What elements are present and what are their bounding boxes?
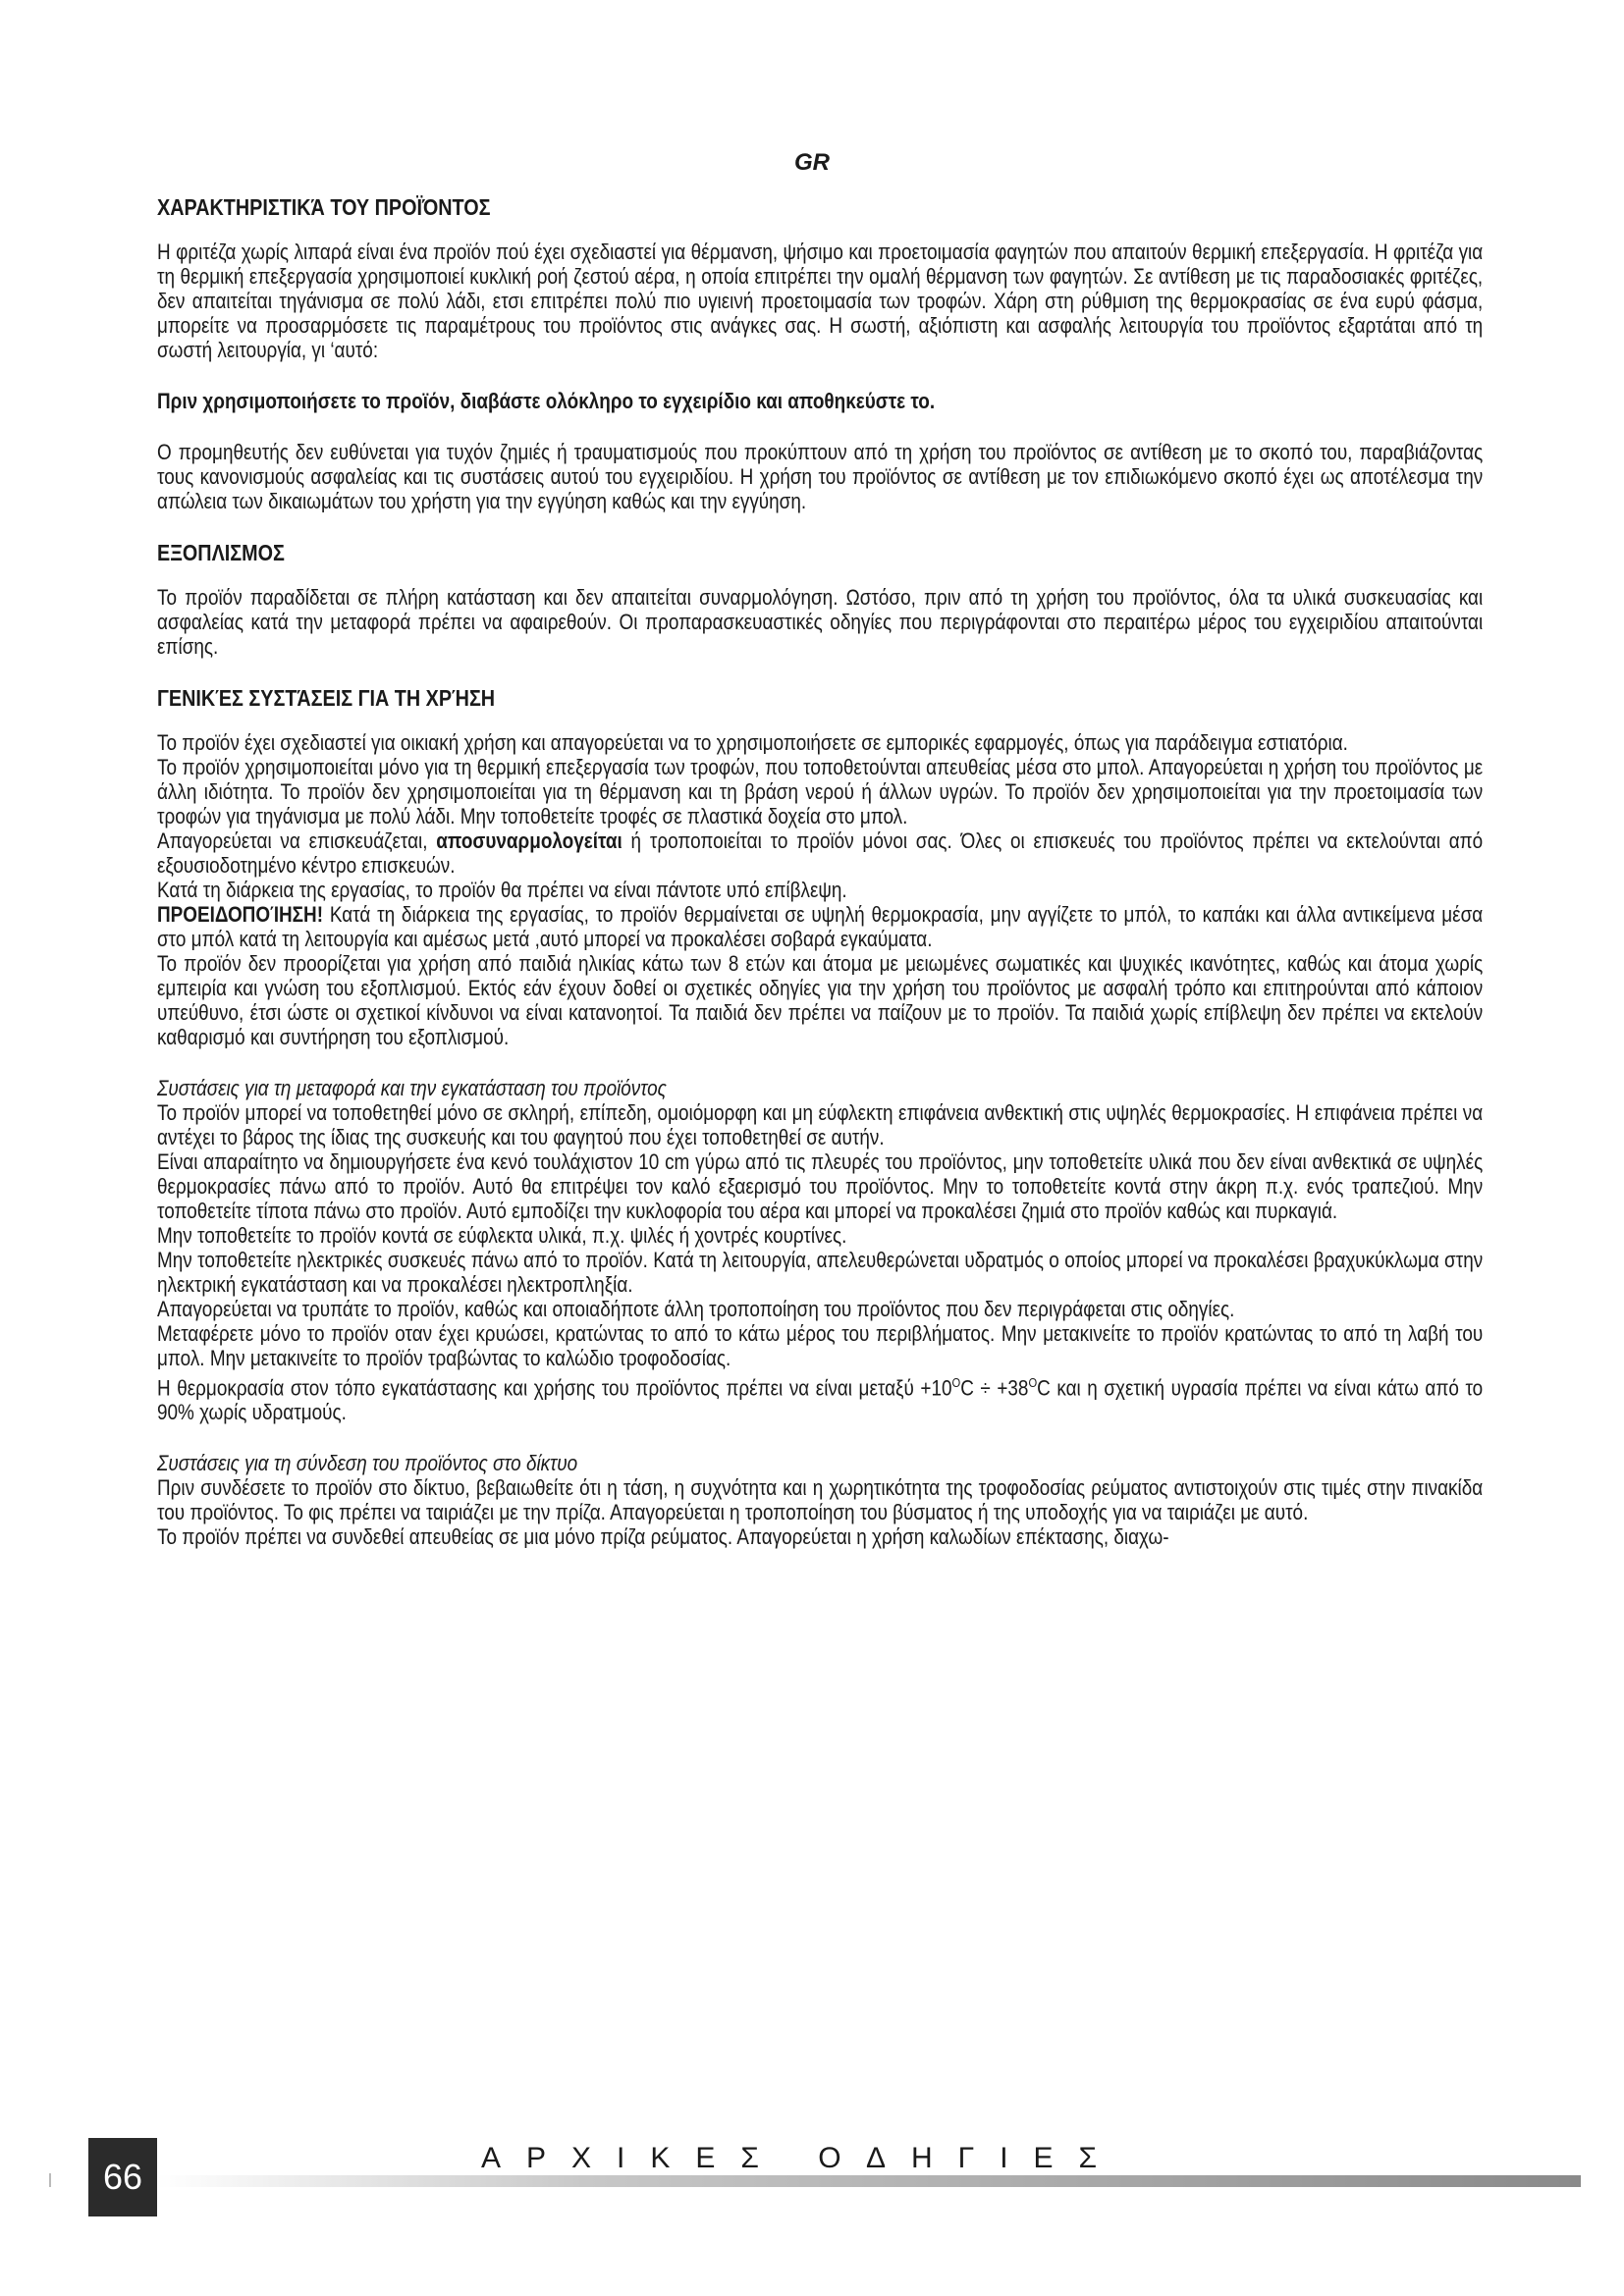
paragraph <box>157 828 1483 878</box>
subsection-title-transport: Συστάσεις για τη μεταφορά και την εγκατάσταση του προϊόντος <box>157 1076 667 1100</box>
text-span: C και η σχετική υγρασία πρέπει να είναι κάτω από το 90% χωρίς υδρατμούς. <box>157 1375 1484 1425</box>
text-span: C ÷ +38 <box>960 1375 1029 1401</box>
footer-rule <box>157 2175 1581 2187</box>
document-body <box>157 194 1483 1549</box>
text-span: ή τροποποιείται το προϊόν μόνοι σας. Όλες οι επισκευές του προϊόντος πρέπει να εκτελούνται από εξουσιοδοτημένο κέντρο επισκευών. <box>157 828 1484 878</box>
superscript: O <box>1028 1375 1038 1390</box>
paragraph: Το προϊόν χρησιμοποιείται μόνο για τη θερμική επεξεργασία των τροφών, που τοποθετούνται απευθείας μέσα στο μπολ. Απαγορεύεται η χρήση του προϊόντος με άλλη ιδιότητα. Το προϊόν δεν χρησιμοποιείται για τη θέρμανση και τη βράση νερού ή άλλων υγρών. Το προϊόν δεν χρησιμοποιείται για την προετοιμασία των τροφών για τηγάνισμα με πολύ λάδι. Μην τοποθετείτε τροφές σε πλαστικά δοχεία στο μπολ. <box>157 755 1484 828</box>
paragraph: Μην τοποθετείτε το προϊόν κοντά σε εύφλεκτα υλικά, π.χ. ψιλές ή χοντρές κουρτίνες. <box>157 1223 847 1248</box>
paragraph: Το προϊόν μπορεί να τοποθετηθεί μόνο σε σκληρή, επίπεδη, ομοιόμορφη και μη εύφλεκτη επιφάνεια ανθεκτική στις υψηλές θερμοκρασίες. Η επιφάνεια πρέπει να αντέχει το βάρος της ίδιας της συσκευής και του φαγητού που έχει τοποθετηθεί σε αυτήν. <box>157 1100 1484 1149</box>
bold-span: αποσυναρμολογείται <box>436 828 623 853</box>
paragraph: Η φριτέζα χωρίς λιπαρά είναι ένα προϊόν πού έχει σχεδιαστεί για θέρμανση, ψήσιμο και προετοιμασία φαγητών που απαιτούν θερμική επεξεργασία. Η φριτέζα για τη θερμική επεξεργασία χρησιμοποιεί κυκλική ροή ζεστού αέρα, η οποία επιτρέπει την ομαλή θέρμανση των φαγητών. Σε αντίθεση με τις παραδοσιακές φριτέζες, δεν απαιτείται τηγάνισμα σε πολύ λάδι, ετσι επιτρέπει πολύ πιο υγιεινή προετοιμασία των τροφών. Χάρη στη ρύθμιση της θερμοκρασίας σε ένα ευρύ φάσμα, μπορείτε να προσαρμόσετε τις παραμέτρους του προϊόντος στις ανάγκες σας. Η σωστή, αξιόπιστη και ασφαλής λειτουργία του προϊόντος εξαρτάται από τη σωστή λειτουργία, γι ‘αυτό: <box>157 240 1484 362</box>
paragraph: Μεταφέρετε μόνο το προϊόν οταν έχει κρυώσει, κρατώντας το από το κάτω μέρος του περιβλήματος. Μην μετακινείτε το προϊόν κρατώντας το από τη λαβή του μπολ. Μην μετακινείτε το προϊόν τραβώντας το καλώδιο τροφοδοσίας. <box>157 1321 1484 1370</box>
text-span: Κατά τη διάρκεια της εργασίας, το προϊόν θερμαίνεται σε υψηλή θερμοκρασία, μην αγγίζετε το μπόλ, το καπάκι και άλλα αντικείμενα μέσα στο μπόλ κατά τη λειτουργία και αμέσως μετά ,αυτό μπορεί να προκαλέσει σοβαρά εγκαύματα. <box>157 902 1484 951</box>
paragraph: Πριν συνδέσετε το προϊόν στο δίκτυο, βεβαιωθείτε ότι η τάση, η συχνότητα και η χωρητικότητα της τροφοδοσίας ρεύματος αντιστοιχούν στις τιμές στην πινακίδα του προϊόντος. Το φις πρέπει να ταιριάζει με την πρίζα. Απαγορεύεται η τροποποίηση του βύσματος ή της υποδοχής για να ταιριάζει με αυτό. <box>157 1475 1484 1525</box>
margin-mark <box>49 2173 51 2187</box>
warning-paragraph: Πριν χρησιμοποιήσετε το προϊόν, διαβάστε ολόκληρο το εγχειρίδιο και αποθηκεύστε το. <box>157 389 936 413</box>
section-title-equipment: ΕΞΟΠΛΙΣΜΟΣ <box>157 540 285 565</box>
footer-title: ΑΡΧΙΚΕΣ ΟΔΗΓΙΕΣ <box>481 2142 1123 2174</box>
paragraph: Το προϊόν δεν προορίζεται για χρήση από παιδιά ηλικίας κάτω των 8 ετών και άτομα με μειωμένες σωματικές και ψυχικές ικανότητες, καθώς και άτομα χωρίς εμπειρία και γνώση του εξοπλισμού. Εκτός εάν έχουν δοθεί οι σχετικές οδηγίες για την χρήση του προϊόντος με ασφαλή τρόπο και επιτηρούνται από κάποιον υπεύθυνο, έτσι ώστε οι σχετικοί κίνδυνοι να είναι κατανοητοί. Τα παιδιά δεν πρέπει να παίζουν με το προϊόν. Τα παιδιά χωρίς επίβλεψη δεν πρέπει να εκτελούν καθαρισμό και συντήρηση του εξοπλισμού. <box>157 951 1484 1049</box>
text-span: Απαγορεύεται να επισκευάζεται, <box>157 828 437 853</box>
warning-label: ΠΡΟΕΙΔΟΠΟΊΗΣΗ! <box>157 902 324 927</box>
paragraph: Το προϊόν πρέπει να συνδεθεί απευθείας σε μια μόνο πρίζα ρεύματος. Απαγορεύεται η χρήση καλωδίων επέκτασης, διαχω- <box>157 1524 1169 1550</box>
paragraph: Μην τοποθετείτε ηλεκτρικές συσκευές πάνω από το προϊόν. Κατά τη λειτουργία, απελευθερώνεται υδρατμός ο οποίος μπορεί να προκαλέσει βραχυκύκλωμα στην ηλεκτρική εγκατάσταση και να προκαλέσει ηλεκτροπληξία. <box>157 1248 1484 1297</box>
paragraph: Ο προμηθευτής δεν ευθύνεται για τυχόν ζημιές ή τραυματισμούς που προκύπτουν από τη χρήση του προϊόντος σε αντίθεση με το σκοπό του, παραβιάζοντας τους κανονισμούς ασφαλείας και τις συστάσεις αυτού του εγχειριδίου. Η χρήση του προϊόντος σε αντίθεση με τον επιδιωκόμενο σκοπό έχει ως αποτέλεσμα την απώλεια των δικαιωμάτων του χρήστη για την εγγύηση καθώς και την εγγύηση. <box>157 440 1484 513</box>
section-title-general-recommendations: ΓΕΝΙΚΈΣ ΣΥΣΤΆΣΕΙΣ ΓΙΑ ΤΗ ΧΡΉΣΗ <box>157 685 496 711</box>
paragraph <box>157 1370 1483 1424</box>
section-title-product-features: ΧΑΡΑΚΤΗΡΙΣΤΙΚΆ ΤΟΥ ΠΡΟΪΌΝΤΟΣ <box>157 194 491 220</box>
subsection-title-network: Συστάσεις για τη σύνδεση του προϊόντος στο δίκτυο <box>157 1451 578 1476</box>
paragraph: Το προϊόν έχει σχεδιαστεί για οικιακή χρήση και απαγορεύεται να το χρησιμοποιήσετε σε εμπορικές εφαρμογές, όπως για παράδειγμα εστιατόρια. <box>157 730 1348 755</box>
paragraph <box>157 902 1483 951</box>
page-number: 66 <box>88 2138 157 2216</box>
paragraph: Είναι απαραίτητο να δημιουργήσετε ένα κενό τουλάχιστον 10 cm γύρω από τις πλευρές του προϊόντος, μην τοποθετείτε υλικά που δεν είναι ανθεκτικά σε υψηλές θερμοκρασίες πάνω από το προϊόν. Αυτό θα επιτρέψει τον καλό εξαερισμό του προϊόντος. Μην το τοποθετείτε κοντά στην άκρη π.χ. ενός τραπεζιού. Μην τοποθετείτε τίποτα πάνω στο προϊόν. Αυτό εμποδίζει την κυκλοφορία του αέρα και μπορεί να προκαλέσει ζημιά στο προϊόν καθώς και πυρκαγιά. <box>157 1149 1484 1223</box>
text-span: Η θερμοκρασία στον τόπο εγκατάστασης και χρήσης του προϊόντος πρέπει να είναι μεταξύ +10 <box>157 1375 952 1401</box>
superscript: O <box>951 1375 961 1390</box>
paragraph: Το προϊόν παραδίδεται σε πλήρη κατάσταση και δεν απαιτείται συναρμολόγηση. Ωστόσο, πριν από τη χρήση του προϊόντος, όλα τα υλικά συσκευασίας και ασφαλείας κατά την μεταφορά πρέπει να αφαιρεθούν. Οι προπαρασκευαστικές οδηγίες που περιγράφονται στο περαιτέρω μέρος του εγχειριδίου απαιτούνται επίσης. <box>157 585 1484 659</box>
paragraph: Απαγορεύεται να τρυπάτε το προϊόν, καθώς και οποιαδήποτε άλλη τροποποίηση του προϊόντος που δεν περιγράφεται στις οδηγίες. <box>157 1297 1235 1321</box>
language-code: GR <box>794 149 830 176</box>
paragraph: Κατά τη διάρκεια της εργασίας, το προϊόν θα πρέπει να είναι πάντοτε υπό επίβλεψη. <box>157 878 847 902</box>
